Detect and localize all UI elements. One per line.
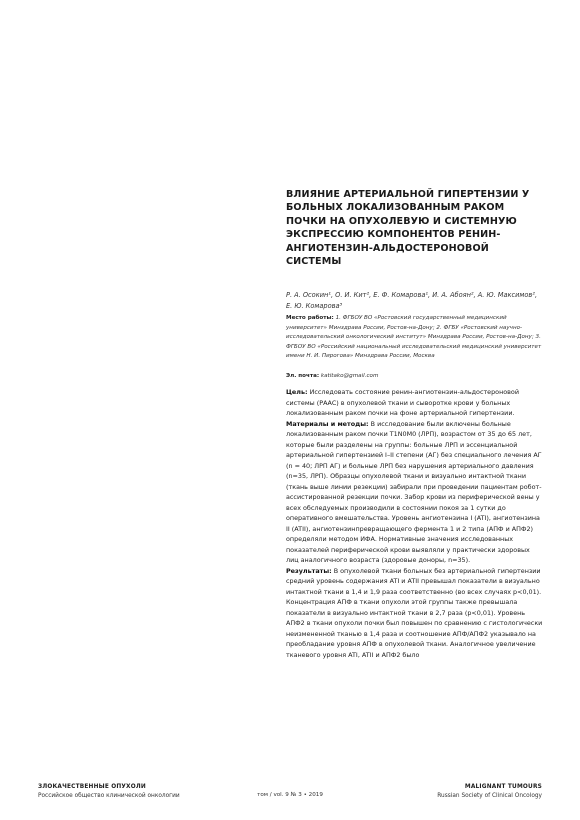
methods-text: В исследование были включены больные локализованным раком почки T1N0M0 (ЛРП), возрастом от 35 до 65 лет, которые были разделены на группы: больные ЛРП и эссенциальной артериальной гипертензией I–II степени (АГ) без специального лечения АГ (n = 40; ЛРП АГ) и больные ЛРП без нарушения артериального давления (n=35, ЛРП). Образцы опухолевой ткани и визуально интактной ткани (ткань выше линии резекции) забирали при проведении пациентам робот-ассистированной резекции почки. Забор крови из периферической вены у всех обследуемых производили в состоянии покоя за 1 сутки до оперативного вмешательства. Уровень ангиотензина I (ATI), ангиотензина II (ATII), ангиотензинпревращающего фермента 1 и 2 типа (АПФ и АПФ2) определяли методом ИФА. Нормативные значения исследованных показателей периферической крови выявляли у практически здоровых лиц аналогичного возраста (здоровые доноры, n=35). — [286, 419, 542, 564]
footer-right — [437, 783, 542, 801]
results-text: В опухолевой ткани больных без артериальной гипертензии средний уровень содержания ATI и ATII превышал показатели в визуально интактной ткани в 1,4 и 1,9 раза соответственно (во всех случаях p<0,01). Концентрация АПФ в ткани опухоли этой группы также превышала показатели в визуально интактной ткани в 2,7 раза (p<0,01). Уровень АПФ2 в ткани опухоли почки был повышен по сравнению с гистологически неизмененной тканью в 1,4 раза и соотношение АПФ/АПФ2 указывало на преобладание уровня АПФ в опухолевой ткани. Аналогичное увеличение тканевого уровня ATI, ATII и АПФ2 было — [286, 566, 543, 659]
authors: Р. А. Осокин¹, О. И. Кит², Е. Ф. Комарова¹, И. А. Абоян², А. Ю. Максимов², Е. Ю. Комарова³ — [286, 291, 538, 310]
page-footer — [0, 783, 580, 813]
email-address: katitako@gmail.com — [320, 373, 379, 379]
abstract-results — [286, 566, 544, 661]
affiliation-text: 1. ФГБОУ ВО «Ростовский государственный медицинский университет» Минздрава России, Ростов-на-Дону; 2. ФГБУ «Ростовский научно-исследовательский онкологический институт» Минздрава России, Ростов-на-Дону; 3. ФГБОУ ВО «Российский национальный исследовательский медицинский университет имени Н. И. Пирогова» Минздрава России, Москва — [286, 315, 542, 360]
article-title: ВЛИЯНИЕ АРТЕРИАЛЬНОЙ ГИПЕРТЕНЗИИ У БОЛЬНЫХ ЛОКАЛИЗОВАННЫМ РАКОМ ПОЧКИ НА ОПУХОЛЕВУЮ И СИСТЕМНУЮ ЭКСПРЕССИЮ КОМПОНЕНТОВ РЕНИН-АНГИОТЕНЗИН-АЛЬДОСТЕРОНОВОЙ СИСТЕМЫ — [286, 189, 530, 268]
affiliation-label: Место работы: — [286, 315, 334, 321]
society-name-ru: Российское общество клинической онкологии — [38, 793, 180, 799]
journal-name-en: MALIGNANT TUMOURS — [464, 784, 542, 790]
society-name-en: Russian Society of Clinical Oncology — [437, 793, 542, 799]
abstract-goal — [286, 387, 544, 419]
abstract-methods — [286, 419, 544, 566]
email-line — [286, 372, 544, 382]
methods-label: Материалы и методы: — [286, 419, 369, 428]
abstract — [286, 387, 544, 660]
goal-label: Цель: — [286, 388, 308, 396]
goal-text: Исследовать состояние ренин-ангиотензин-альдостероновой системы (РААС) в опухолевой ткани и сыворотке крови у больных локализованным раком почки на фоне артериальной гипертензии. — [286, 388, 519, 417]
results-label: Результаты: — [286, 566, 332, 575]
affiliations — [286, 314, 544, 362]
issue-info: том / vol. 9 № 3 • 2019 — [257, 792, 323, 798]
journal-name-ru: ЗЛОКАЧЕСТВЕННЫЕ ОПУХОЛИ — [38, 784, 146, 790]
email-label: Эл. почта: — [286, 373, 320, 379]
